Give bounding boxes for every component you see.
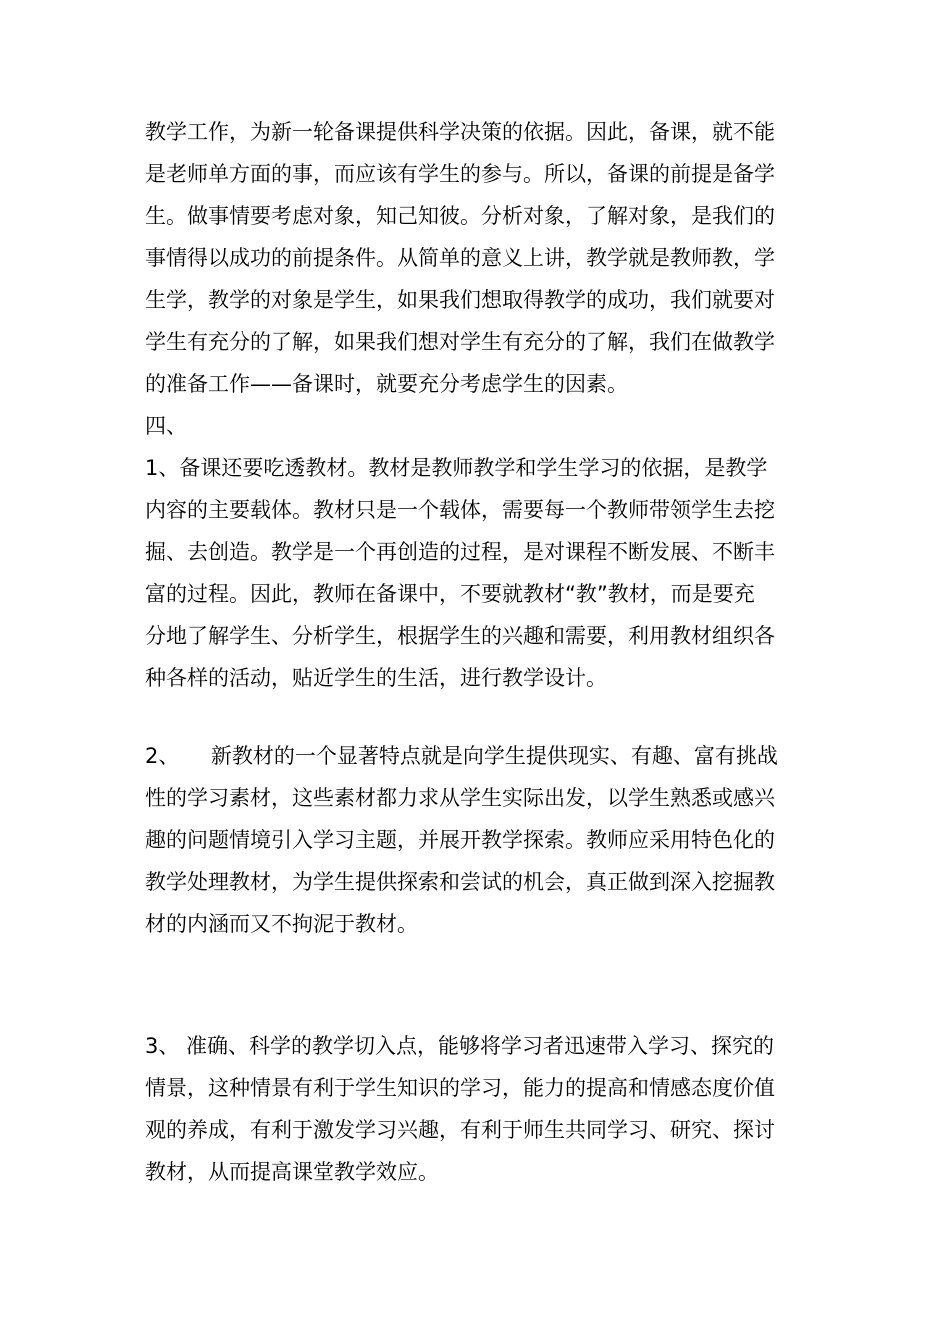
paragraph-2	[145, 735, 815, 945]
text-line: 趣的问题情境引入学习主题，并展开教学探索。教师应采用特色化的	[145, 828, 775, 852]
paragraph-intro	[145, 111, 815, 405]
text-line: 学生有充分的了解，如果我们想对学生有充分的了解，我们在做教学	[145, 330, 775, 354]
text-line: 掘、去创造。教学是一个再创造的过程，是对课程不断发展、不断丰	[145, 540, 775, 564]
text-line: 种各样的活动，贴近学生的生活，进行教学设计。	[145, 666, 607, 690]
text-line: 情景，这种情景有利于学生知识的学习，能力的提高和情感态度价值	[145, 1076, 775, 1100]
section-heading-block	[145, 405, 815, 447]
section-heading: 四、	[145, 414, 187, 438]
text-line: 教学工作，为新一轮备课提供科学决策的依据。因此，备课，就不能	[145, 120, 775, 144]
text-line: 内容的主要载体。教材只是一个载体，需要每一个教师带领学生去挖	[145, 498, 775, 522]
text-line: 生。做事情要考虑对象，知己知彼。分析对象，了解对象，是我们的	[145, 204, 775, 228]
text-line: 生学，教学的对象是学生，如果我们想取得教学的成功，我们就要对	[145, 288, 775, 312]
text-line: 性的学习素材，这些素材都力求从学生实际出发，以学生熟悉或感兴	[145, 786, 775, 810]
text-line: 的准备工作——备课时，就要充分考虑学生的因素。	[145, 372, 628, 396]
text-line: 教材，从而提高课堂教学效应。	[145, 1160, 439, 1184]
text-line: 事情得以成功的前提条件。从简单的意义上讲，教学就是教师教，学	[145, 246, 775, 270]
text-line: 2、 新教材的一个显著特点就是向学生提供现实、有趣、富有挑战	[145, 744, 778, 768]
text-line: 3、 准确、科学的教学切入点，能够将学习者迅速带入学习、探究的	[145, 1034, 775, 1058]
paragraph-1	[145, 447, 815, 699]
paragraph-3	[145, 1025, 815, 1193]
text-line: 富的过程。因此，教师在备课中，不要就教材“教”教材，而是要充	[145, 582, 755, 606]
text-line: 观的养成，有利于激发学习兴趣，有利于师生共同学习、研究、探讨	[145, 1118, 775, 1142]
text-line: 1、备课还要吃透教材。教材是教师教学和学生学习的依据，是教学	[145, 456, 768, 480]
text-line: 材的内涵而又不拘泥于教材。	[145, 912, 418, 936]
text-line: 分地了解学生、分析学生，根据学生的兴趣和需要，利用教材组织各	[145, 624, 775, 648]
text-line: 教学处理教材，为学生提供探索和尝试的机会，真正做到深入挖掘教	[145, 870, 775, 894]
text-line: 是老师单方面的事，而应该有学生的参与。所以，备课的前提是备学	[145, 162, 775, 186]
